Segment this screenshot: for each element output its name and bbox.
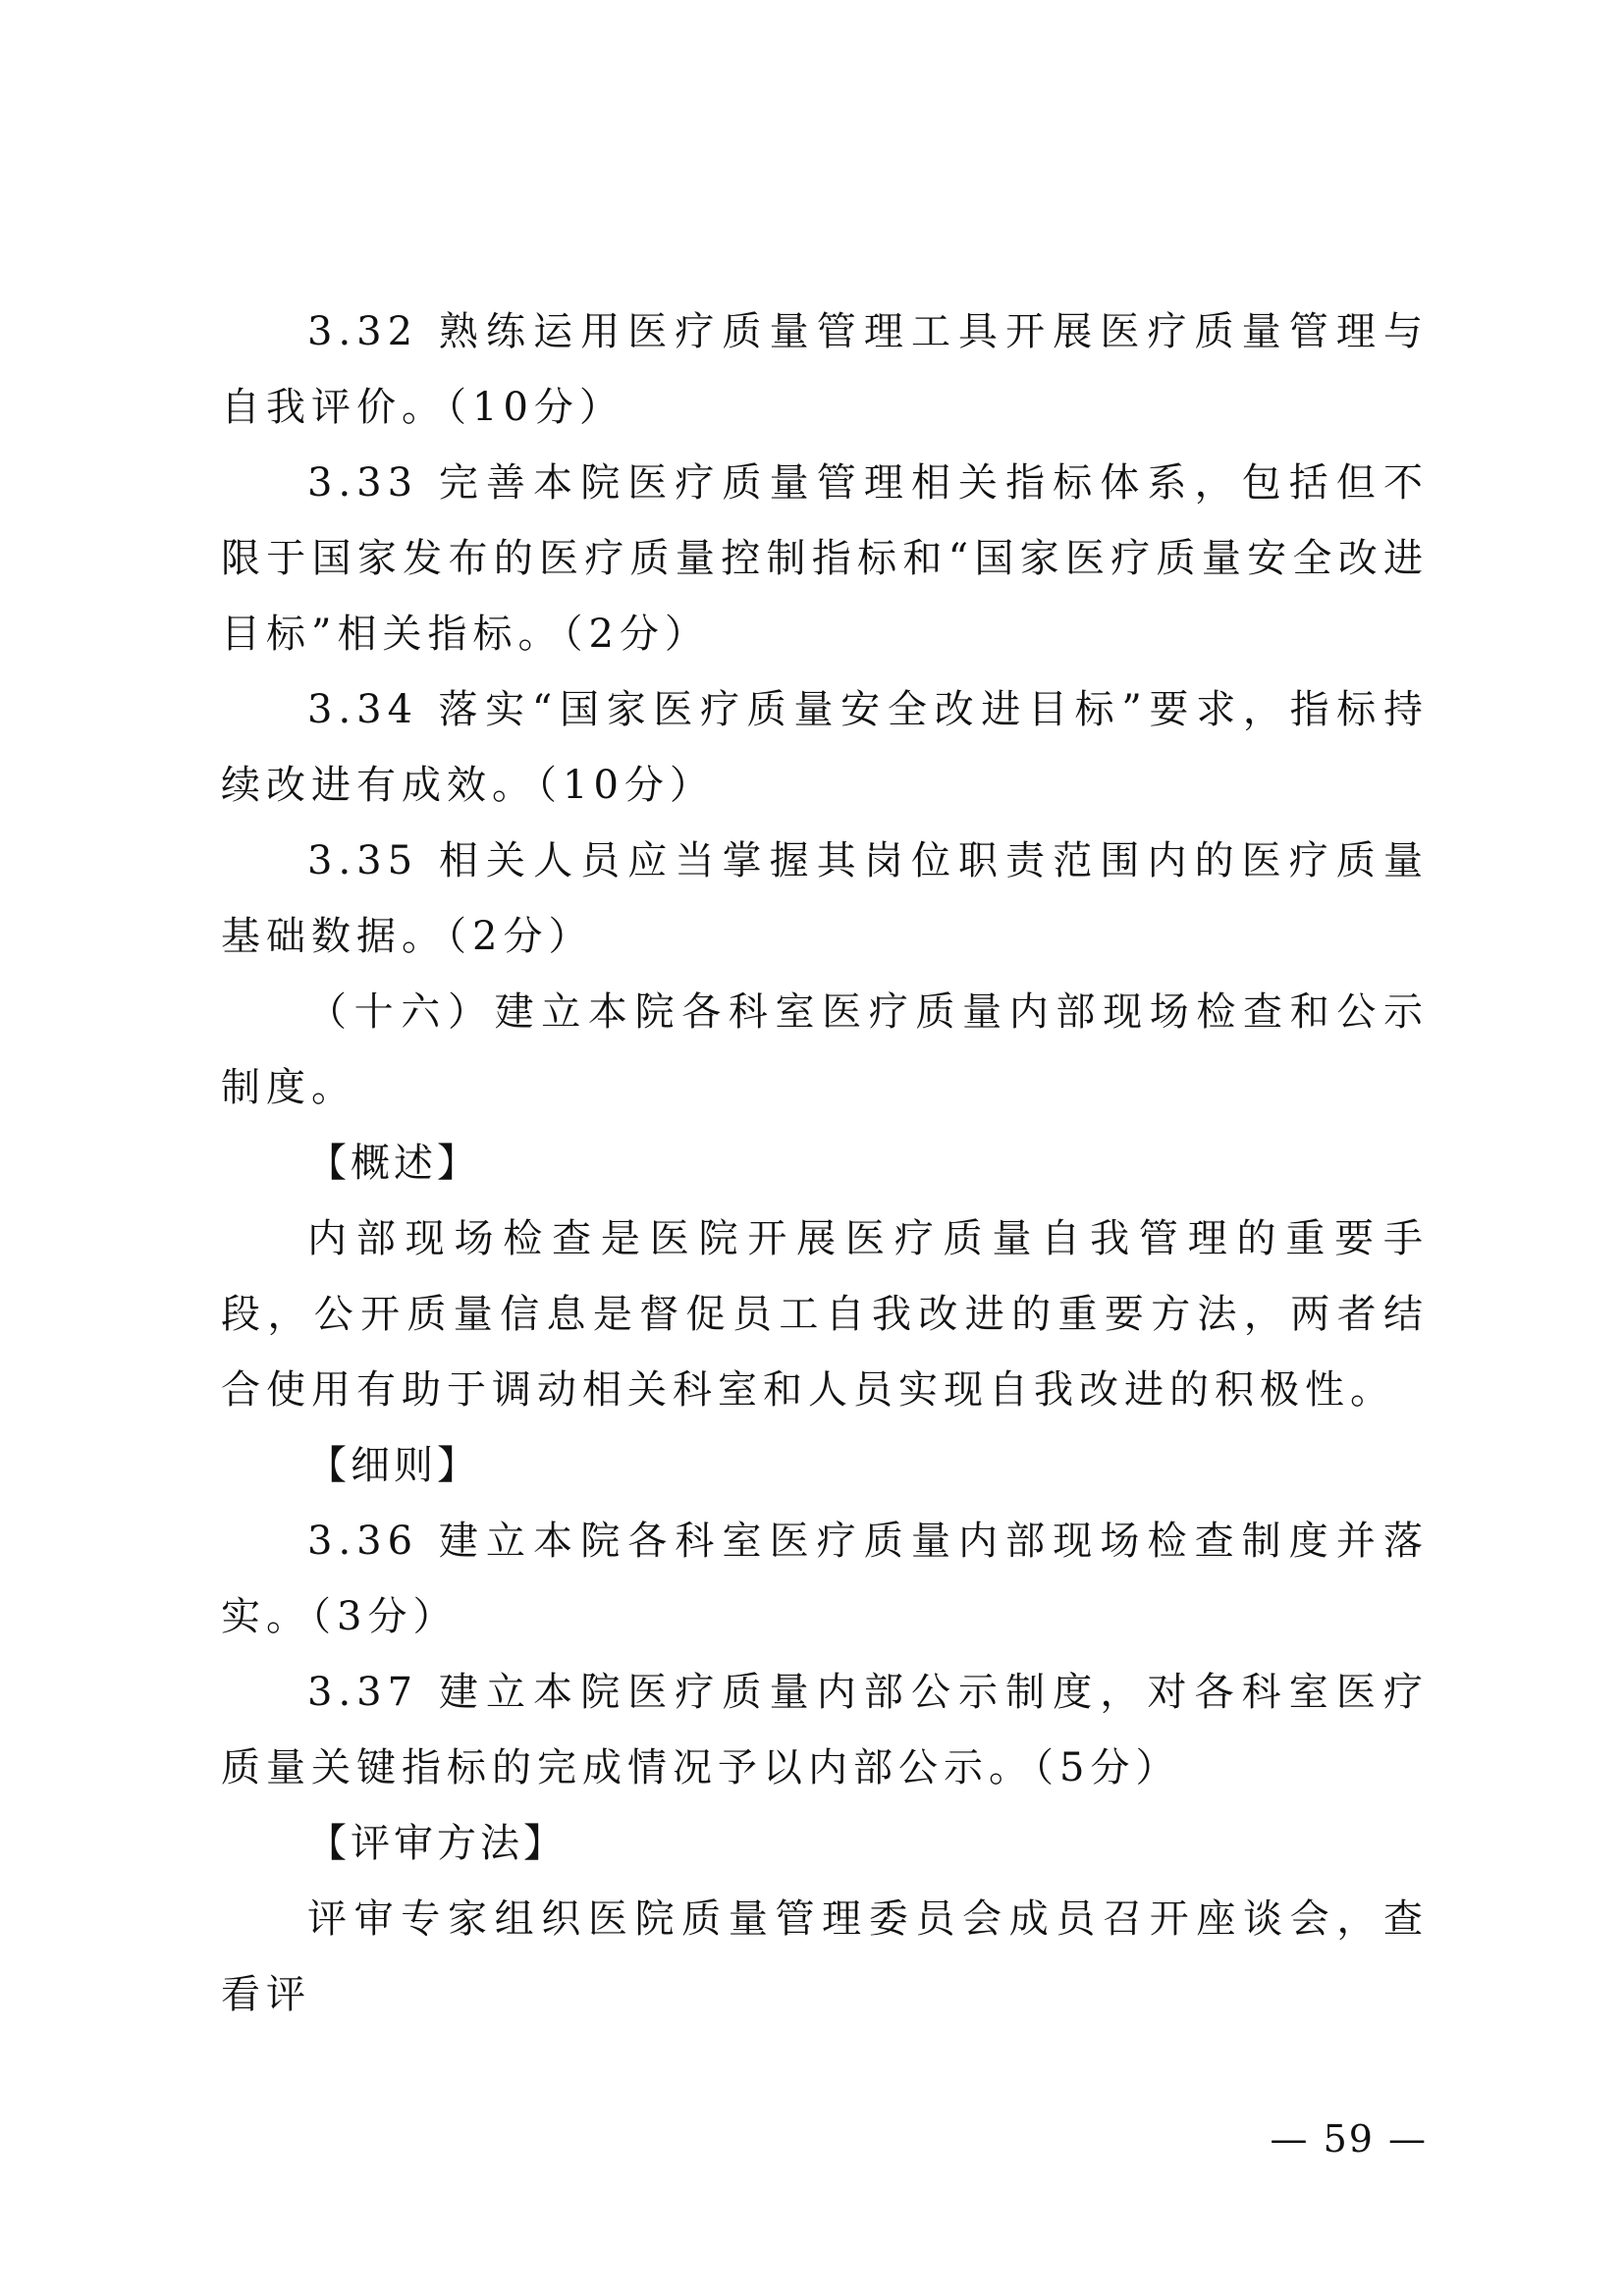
clause-3-36: 3.36 建立本院各科室医疗质量内部现场检查制度并落实。（3分） [221,1519,1429,1639]
review-method-heading: 【评审方法】 [307,1821,567,1866]
overview-paragraph: 内部现场检查是医院开展医疗质量自我管理的重要手段，公开质量信息是督促员工自我改进的重要方法，两者结合使用有助于调动相关科室和人员实现自我改进的积极性。 [221,1216,1429,1413]
clause-3-33: 3.33 完善本院医疗质量管理相关指标体系，包括但不限于国家发布的医疗质量控制指标和“国家医疗质量安全改进目标”相关指标。（2分） [221,460,1429,657]
section-16-title: （十六）建立本院各科室医疗质量内部现场检查和公示制度。 [221,989,1429,1110]
overview-heading: 【概述】 [307,1141,480,1186]
clause-3-35: 3.35 相关人员应当掌握其岗位职责范围内的医疗质量基础数据。（2分） [221,838,1429,959]
clause-3-34: 3.34 落实“国家医疗质量安全改进目标”要求，指标持续改进有成效。（10分） [221,687,1429,808]
clause-3-32: 3.32 熟练运用医疗质量管理工具开展医疗质量管理与自我评价。（10分） [221,309,1429,430]
document-body [221,294,1429,2033]
review-method-paragraph: 评审专家组织医院质量管理委员会成员召开座谈会，查看评 [221,1896,1429,2017]
clause-3-37: 3.37 建立本院医疗质量内部公示制度，对各科室医疗质量关键指标的完成情况予以内部公示。（5分） [221,1670,1429,1790]
page-number: — 59 — [1270,2117,1428,2161]
rules-heading: 【细则】 [307,1443,480,1488]
